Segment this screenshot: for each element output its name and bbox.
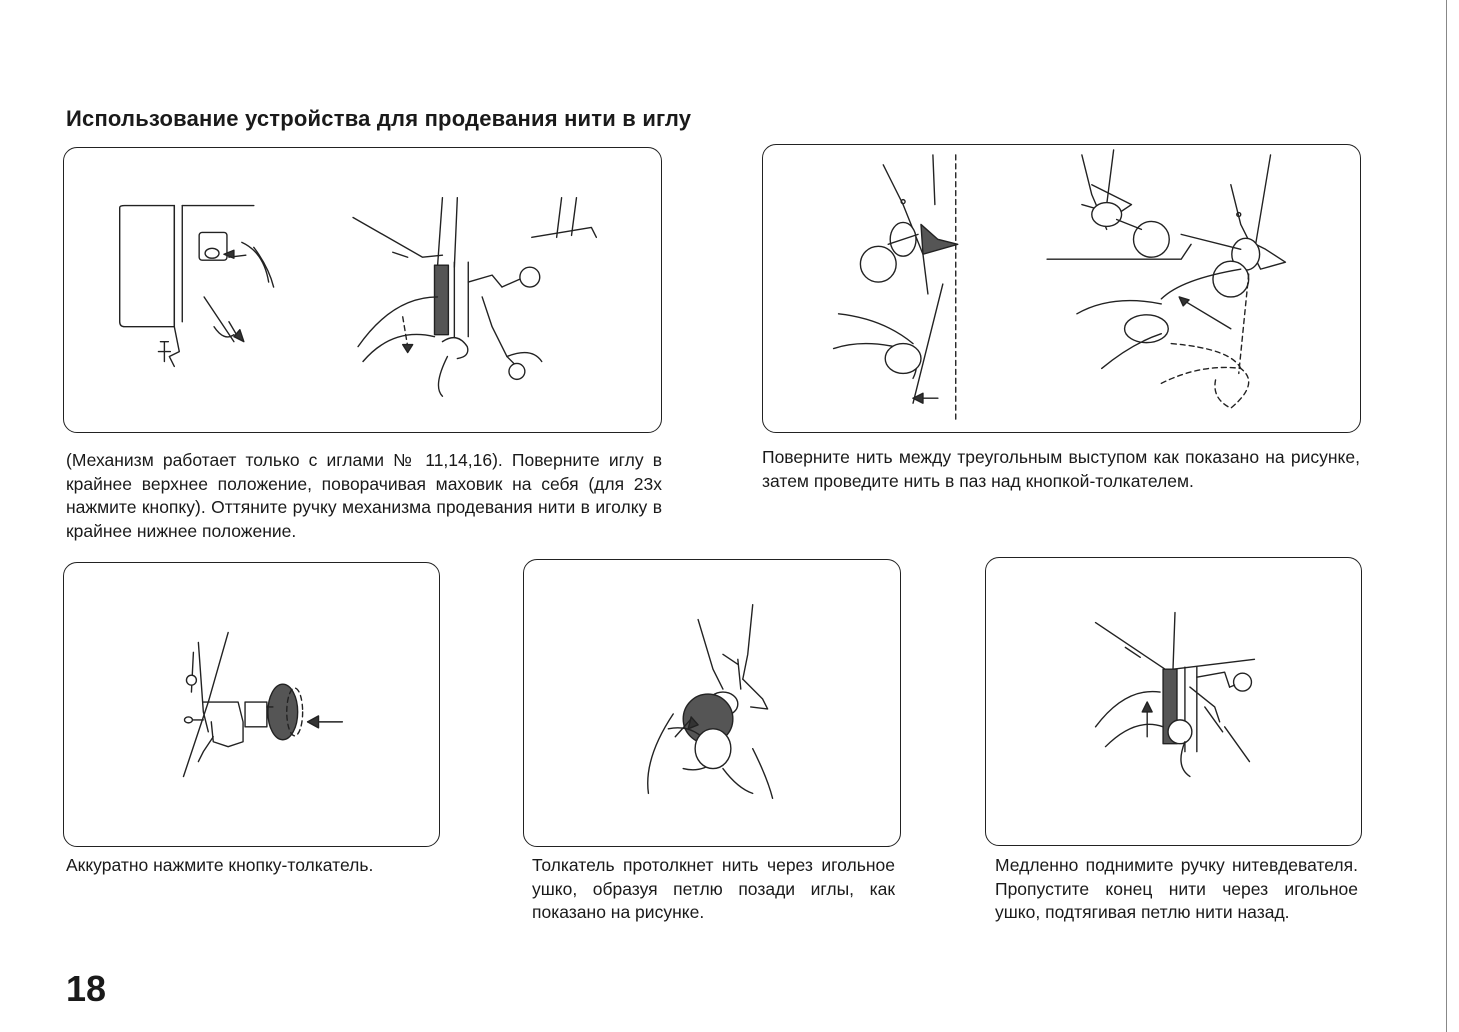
step-2-caption: Поверните нить между треугольным выступом как показано на рисунке, затем проведите нить в паз над кнопкой-толкателем.: [762, 447, 1360, 491]
illustration-step-2: [762, 144, 1361, 433]
illustration-step-4: [523, 559, 901, 847]
pull-thread-illustration: [986, 558, 1361, 845]
step-4-caption: Толкатель протолкнет нить через игольное ушко, образуя петлю позади иглы, как показано на рисунке.: [532, 855, 895, 922]
illustration-step-1: [63, 147, 662, 433]
step-1-caption: (Механизм работает только с иглами № 11,14,16). Поверните иглу в крайнее верхнее положение, поворачивая маховик на себя (для 23x нажмите кнопку). Оттяните ручку механизма продевания нити в иголку в крайнее нижнее положение.: [66, 450, 662, 541]
step-5-caption: Медленно поднимите ручку нитевдевателя. Пропустите конец нити через игольное ушко, подтягивая петлю нити назад.: [995, 855, 1358, 922]
page-title: Использование устройства для продевания нити в иглу: [66, 106, 692, 131]
push-button-illustration: [64, 563, 439, 846]
page-number: 18: [66, 968, 107, 1009]
illustration-step-3: [63, 562, 440, 847]
page-edge-line: [1446, 0, 1447, 1032]
illustration-step-5: [985, 557, 1362, 846]
thread-guide-triangle-illustration: [763, 145, 1360, 432]
sewing-machine-threader-illustration: [64, 148, 661, 432]
loop-behind-needle-illustration: [524, 560, 900, 846]
step-3-caption: Аккуратно нажмите кнопку-толкатель.: [66, 855, 374, 875]
